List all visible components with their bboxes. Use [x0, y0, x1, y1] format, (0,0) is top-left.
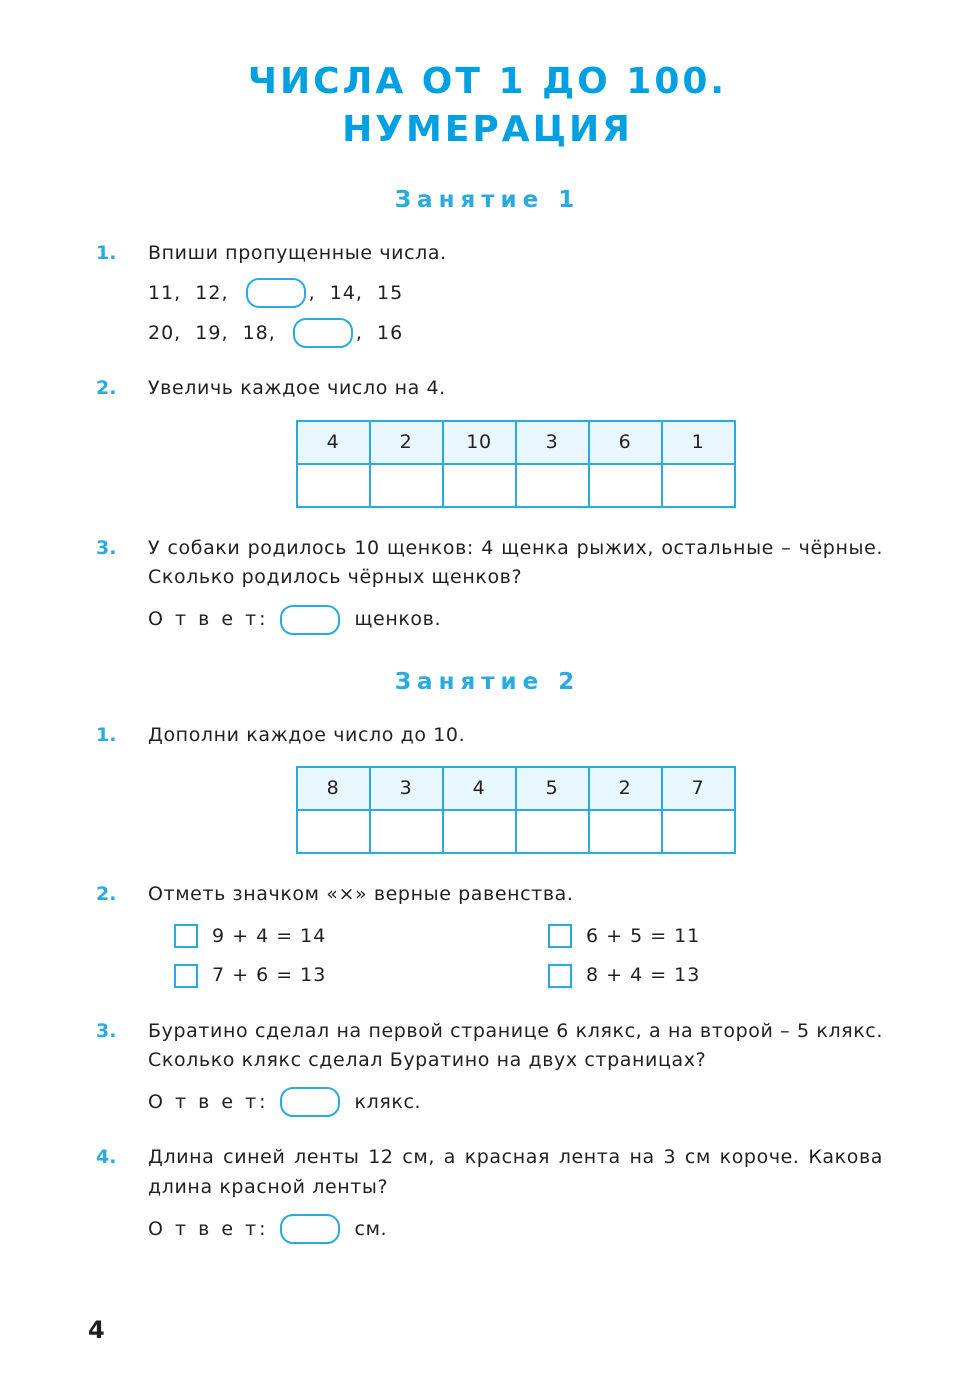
table-cell-value: 4: [443, 767, 516, 810]
table-cell-value: 2: [370, 421, 443, 464]
answer-blank[interactable]: [280, 1214, 340, 1244]
task-text: Дополни каждое число до 10.: [148, 723, 466, 746]
checkbox[interactable]: [548, 924, 572, 948]
task-1-1: [92, 239, 883, 348]
task-2-4: [92, 1143, 883, 1244]
table-row-answers: [297, 810, 735, 853]
page-title-line1: ЧИСЛА ОТ 1 ДО 100.: [247, 61, 728, 102]
table-cell-answer[interactable]: [662, 810, 735, 853]
table-cell-value: 4: [297, 421, 370, 464]
answer-blank[interactable]: [293, 318, 353, 348]
table-cell-answer[interactable]: [589, 464, 662, 507]
sequence-prefix: 20, 19, 18,: [148, 321, 290, 344]
task-text: Впиши пропущенные числа.: [148, 242, 447, 265]
number-table-complete-to-10: [296, 766, 736, 854]
table-row-values: [297, 421, 735, 464]
answer-blank[interactable]: [280, 605, 340, 635]
checkbox[interactable]: [548, 964, 572, 988]
table-cell-answer[interactable]: [370, 810, 443, 853]
answer-blank[interactable]: [280, 1087, 340, 1117]
task-number: 3.: [96, 1019, 117, 1042]
number-sequence-row-2: [148, 318, 883, 348]
task-text: У собаки родилось 10 щенков: 4 щенка рыжих, остальные – чёрные. Сколько родилось чёрных щенков?: [148, 536, 883, 589]
equation-item[interactable]: [148, 922, 548, 951]
table-row-values: [297, 767, 735, 810]
equation-label: 9 + 4 = 14: [212, 924, 327, 947]
equation-item[interactable]: [548, 961, 883, 990]
task-text: Длина синей ленты 12 см, а красная лента на 3 см короче. Какова длина красной ленты?: [148, 1146, 883, 1198]
table-cell-value: 3: [370, 767, 443, 810]
task-text: Увеличь каждое число на 4.: [148, 377, 446, 400]
table-cell-answer[interactable]: [516, 810, 589, 853]
table-cell-answer[interactable]: [516, 464, 589, 507]
task-text: Отметь значком «×» верные равенства.: [148, 883, 574, 906]
page-title: [92, 58, 883, 153]
answer-label: О т в е т:: [148, 608, 269, 631]
table-cell-answer[interactable]: [443, 464, 516, 507]
answer-row: [148, 1214, 883, 1244]
task-2-2: [92, 880, 883, 990]
task-text: Буратино сделал на первой странице 6 клякс, а на второй – 5 клякс. Сколько клякс сделал Буратино на двух страницах?: [148, 1019, 883, 1071]
table-cell-answer[interactable]: [370, 464, 443, 507]
answer-unit: клякс.: [354, 1090, 422, 1113]
answer-label: О т в е т:: [148, 1217, 269, 1240]
table-cell-value: 3: [516, 421, 589, 464]
page-number: 4: [88, 1316, 105, 1344]
task-2-3: [92, 1017, 883, 1118]
task-number: 2.: [96, 377, 117, 400]
table-cell-answer[interactable]: [662, 464, 735, 507]
sequence-suffix: , 16: [355, 321, 404, 344]
task-1-2: [92, 374, 883, 507]
sequence-prefix: 11, 12,: [148, 281, 243, 304]
answer-blank[interactable]: [246, 278, 306, 308]
equation-checklist: [148, 922, 883, 991]
table-cell-answer[interactable]: [589, 810, 662, 853]
table-cell-value: 7: [662, 767, 735, 810]
checkbox[interactable]: [174, 924, 198, 948]
lesson-heading-1: Занятие 1: [394, 187, 581, 214]
table-cell-answer[interactable]: [297, 810, 370, 853]
equation-item[interactable]: [548, 922, 883, 951]
table-cell-value: 2: [589, 767, 662, 810]
task-1-3: [92, 534, 883, 635]
page-title-line2: НУМЕРАЦИЯ: [342, 108, 633, 150]
table-row-answers: [297, 464, 735, 507]
equation-label: 8 + 4 = 13: [586, 964, 701, 987]
task-number: 2.: [96, 883, 117, 906]
task-number: 4.: [96, 1146, 117, 1169]
table-cell-value: 5: [516, 767, 589, 810]
equation-item[interactable]: [148, 961, 548, 990]
equation-label: 7 + 6 = 13: [212, 964, 327, 987]
table-cell-answer[interactable]: [297, 464, 370, 507]
number-table-increase-by-4: [296, 420, 736, 508]
answer-row: [148, 1087, 883, 1117]
checkbox[interactable]: [174, 964, 198, 988]
sequence-suffix: , 14, 15: [308, 281, 404, 304]
lesson-heading-2: Занятие 2: [394, 668, 581, 695]
number-sequence-row-1: [148, 278, 883, 308]
table-cell-value: 6: [589, 421, 662, 464]
table-cell-answer[interactable]: [443, 810, 516, 853]
task-number: 3.: [96, 536, 117, 559]
answer-unit: см.: [354, 1217, 388, 1240]
task-number: 1.: [96, 723, 117, 746]
table-cell-value: 10: [443, 421, 516, 464]
table-cell-value: 8: [297, 767, 370, 810]
task-number: 1.: [96, 242, 117, 265]
equation-label: 6 + 5 = 11: [586, 924, 701, 947]
answer-row: [148, 605, 883, 635]
answer-unit: щенков.: [354, 608, 442, 631]
answer-label: О т в е т:: [148, 1090, 269, 1113]
task-2-1: [92, 721, 883, 854]
table-cell-value: 1: [662, 421, 735, 464]
